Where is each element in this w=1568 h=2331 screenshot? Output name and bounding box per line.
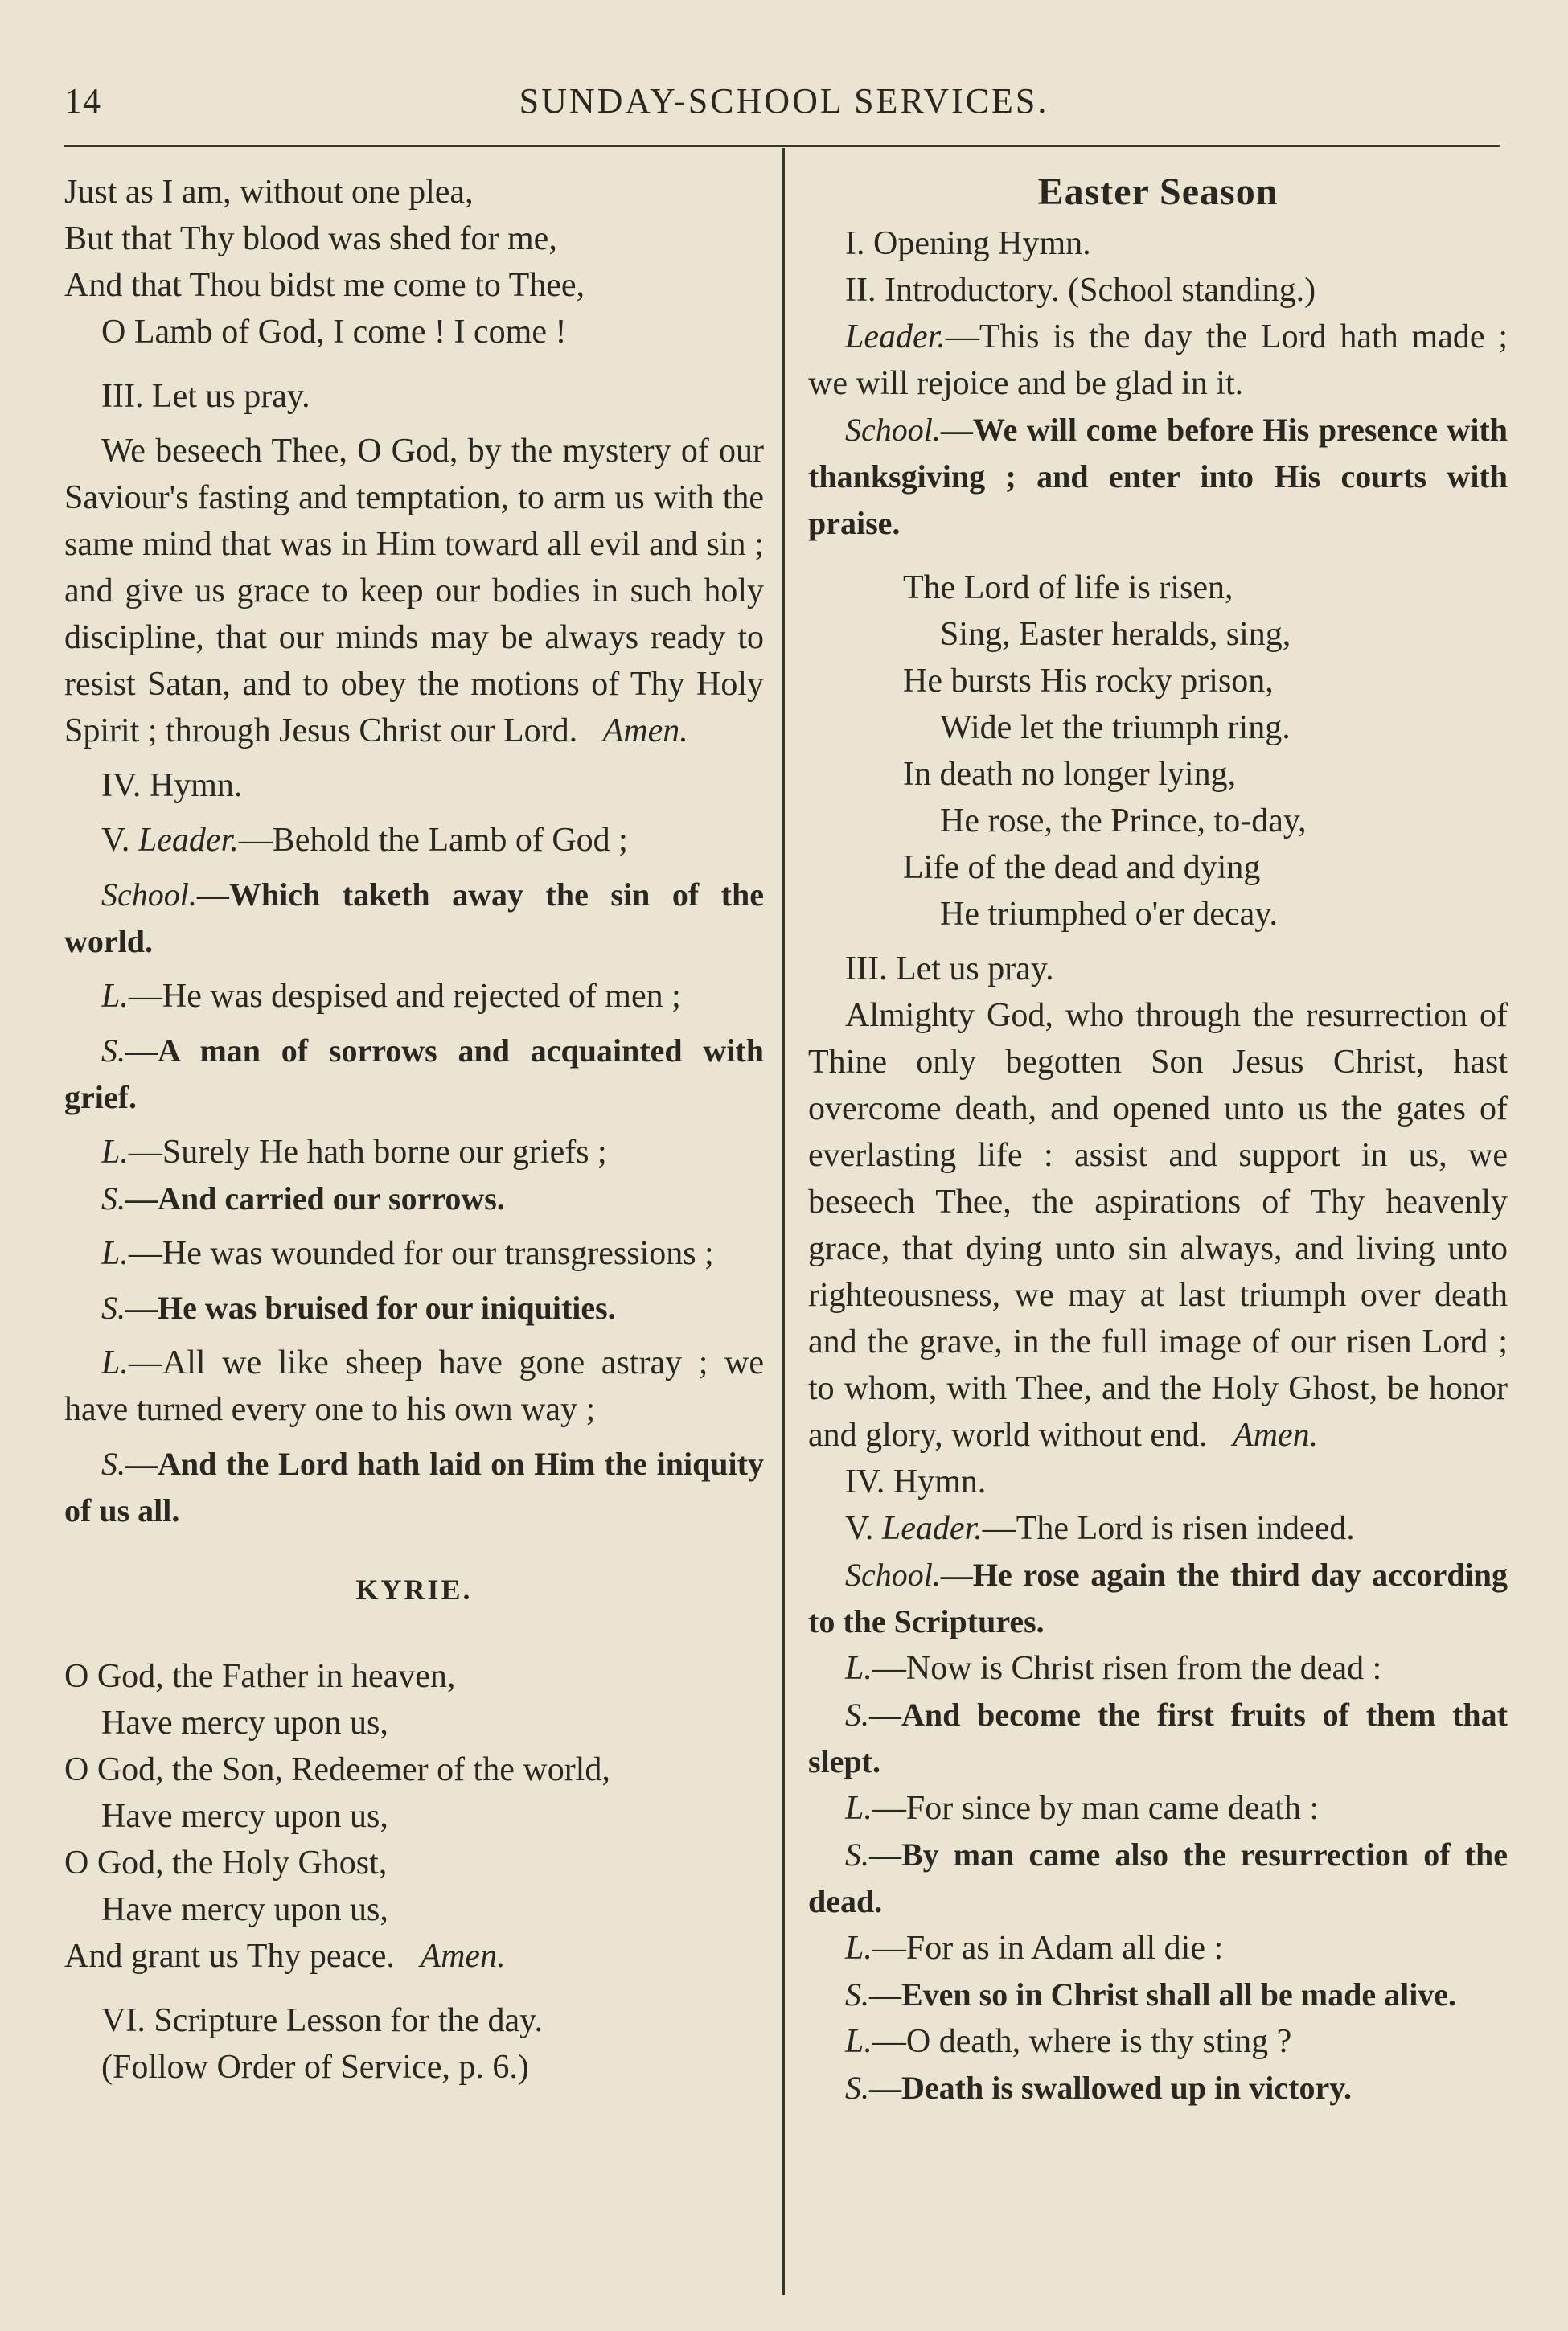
school-response: [808, 407, 1508, 547]
kyrie-text: And grant us Thy peace.: [64, 1938, 395, 1975]
kyrie-line: O God, the Holy Ghost,: [64, 1845, 388, 1882]
kyrie-title: KYRIE.: [355, 1574, 473, 1606]
prayer-heading: III. Let us pray.: [845, 950, 1054, 987]
s-label: S.: [845, 1976, 869, 2013]
hymn-heading: IV. Hymn.: [101, 767, 243, 804]
prayer-text: [64, 428, 764, 754]
leader-text: —For as in Adam all die :: [872, 1930, 1224, 1967]
leader-response: [808, 1785, 1508, 1832]
hymn-heading: IV. Hymn.: [845, 1463, 987, 1500]
hymn-line: He triumphed o'er decay.: [940, 896, 1278, 933]
leader-response: [64, 973, 764, 1020]
school-response: [808, 1692, 1508, 1785]
kyrie-line: Have mercy upon us,: [101, 1705, 388, 1742]
school-label: School.: [101, 876, 197, 913]
leader-text: —Behold the Lamb of God ;: [238, 822, 628, 859]
leader-label: Leader.: [845, 318, 946, 355]
l-label: L.: [845, 2023, 872, 2060]
order-item: I. Opening Hymn.: [845, 225, 1091, 262]
leader-response: [808, 1925, 1508, 1972]
hymn-line: Just as I am, without one plea,: [64, 174, 474, 211]
running-title: SUNDAY-SCHOOL SERVICES.: [519, 81, 1049, 121]
school-text: —He rose again the third day according to the Scriptures.: [808, 1557, 1508, 1639]
kyrie-line: Have mercy upon us,: [101, 1798, 388, 1835]
l-label: L.: [101, 978, 129, 1015]
leader-text: —Now is Christ risen from the dead :: [872, 1650, 1382, 1687]
leader-response: [808, 1645, 1508, 1692]
right-column: [808, 169, 1508, 2111]
school-text: —A man of sorrows and acquainted with grief.: [64, 1032, 764, 1115]
hymn-line: Sing, Easter heralds, sing,: [940, 616, 1291, 653]
kyrie-line: O God, the Son, Redeemer of the world,: [64, 1751, 610, 1788]
s-label: S.: [101, 1180, 125, 1217]
leader-response: [808, 1505, 1508, 1552]
kyrie-line: Have mercy upon us,: [101, 1891, 388, 1928]
hymn-line: But that Thy blood was shed for me,: [64, 220, 557, 257]
roman-numeral: V.: [101, 822, 130, 859]
amen-text: Amen.: [1233, 1417, 1319, 1454]
school-response: [64, 1285, 764, 1332]
prayer-body: We beseech Thee, O God, by the mystery of our Saviour's fasting and temptation, to arm us with the same mind that was in Him toward all evil and sin ; and give us grace to keep our bodies in such holy discipline, that our minds may be always ready to resist Satan, and to obey the motions of Thy Holy Spirit ; through Jesus Christ our Lord.: [64, 433, 764, 749]
leader-text: —O death, where is thy sting ?: [872, 2023, 1292, 2060]
school-text: —We will come before His presence with thanksgiving ; and enter into His courts with praise.: [808, 412, 1508, 541]
leader-response: [808, 2018, 1508, 2065]
s-label: S.: [101, 1446, 125, 1482]
amen-text: Amen.: [420, 1938, 506, 1975]
school-text: —And carried our sorrows.: [125, 1180, 505, 1217]
leader-text: —Surely He hath borne our griefs ;: [128, 1134, 607, 1171]
prayer-body: Almighty God, who through the resurrection of Thine only begotten Son Jesus Christ, hast overcome death, and opened unto us the gates of everlasting life : assist and support in us, we beseech Thee, the aspirations of Thy heavenly grace, that dying unto sin always, and living unto righteousness, we may at last triumph over death and the grave, in the full image of our risen Lord ; to whom, with Thee, and the Holy Ghost, be honor and glory, world without end.: [808, 997, 1508, 1454]
leader-text: —The Lord is risen indeed.: [982, 1510, 1355, 1547]
school-text: —And become the first fruits of them that slept.: [808, 1697, 1508, 1779]
leader-label: Leader.: [138, 822, 239, 859]
scripture-note: (Follow Order of Service, p. 6.): [101, 2049, 529, 2086]
school-response: [808, 2065, 1508, 2111]
page-number: 14: [64, 81, 101, 121]
s-label: S.: [845, 2070, 869, 2106]
l-label: L.: [845, 1930, 872, 1967]
left-column: [64, 169, 764, 2091]
leader-response: [64, 817, 764, 864]
hymn-line: And that Thou bidst me come to Thee,: [64, 267, 585, 304]
section-title: Easter Season: [1037, 170, 1279, 213]
school-response: [808, 1972, 1508, 2018]
leader-response: [64, 1129, 764, 1176]
column-divider: [782, 148, 785, 2295]
leader-text: —For since by man came death :: [872, 1790, 1320, 1827]
l-label: L.: [845, 1790, 872, 1827]
hymn-line: He bursts His rocky prison,: [903, 663, 1274, 700]
school-text: —By man came also the resurrection of the dead.: [808, 1836, 1508, 1919]
hymn-line: In death no longer lying,: [903, 756, 1237, 793]
page-header: [64, 80, 1504, 129]
school-response: [64, 1441, 764, 1534]
school-text: —Death is swallowed up in victory.: [869, 2070, 1353, 2106]
prayer-heading: III. Let us pray.: [101, 378, 310, 415]
leader-response: [808, 314, 1508, 407]
hymn-line: Life of the dead and dying: [903, 849, 1261, 886]
s-label: S.: [845, 1697, 869, 1733]
leader-response: [64, 1230, 764, 1277]
school-text: —He was bruised for our iniquities.: [125, 1290, 616, 1326]
school-response: [808, 1832, 1508, 1925]
l-label: L.: [845, 1650, 872, 1687]
header-rule: [64, 145, 1500, 147]
leader-text: —All we like sheep have gone astray ; we have turned every one to his own way ;: [64, 1344, 764, 1428]
s-label: S.: [101, 1032, 125, 1069]
kyrie-line: [64, 1933, 764, 1980]
school-text: —Which taketh away the sin of the world.: [64, 876, 764, 959]
l-label: L.: [101, 1134, 129, 1171]
s-label: S.: [101, 1290, 125, 1326]
school-text: —And the Lord hath laid on Him the iniquity of us all.: [64, 1446, 764, 1529]
school-label: School.: [845, 1557, 941, 1593]
school-response: [808, 1552, 1508, 1645]
hymn-line: He rose, the Prince, to-day,: [940, 802, 1307, 839]
leader-label: Leader.: [881, 1510, 983, 1547]
hymn-line: Wide let the triumph ring.: [940, 709, 1291, 746]
amen-text: Amen.: [602, 712, 688, 749]
scripture-heading: VI. Scripture Lesson for the day.: [101, 2002, 543, 2039]
hymn-line: The Lord of life is risen,: [903, 569, 1233, 606]
school-label: School.: [845, 412, 941, 448]
school-text: —Even so in Christ shall all be made alive.: [869, 1976, 1457, 2013]
school-response: [64, 1028, 764, 1121]
roman-numeral: V.: [845, 1510, 874, 1547]
hymn-line: O Lamb of God, I come ! I come !: [101, 314, 567, 351]
leader-text: —This is the day the Lord hath made ; we will rejoice and be glad in it.: [808, 318, 1508, 402]
order-item: II. Introductory. (School standing.): [845, 272, 1316, 309]
prayer-text: [808, 992, 1508, 1459]
leader-text: —He was despised and rejected of men ;: [128, 978, 681, 1015]
l-label: L.: [101, 1344, 129, 1381]
school-response: [64, 1176, 764, 1222]
kyrie-line: O God, the Father in heaven,: [64, 1658, 456, 1695]
leader-response: [64, 1340, 764, 1433]
l-label: L.: [101, 1235, 129, 1272]
school-response: [64, 872, 764, 965]
leader-text: —He was wounded for our transgressions ;: [128, 1235, 714, 1272]
s-label: S.: [845, 1836, 869, 1873]
